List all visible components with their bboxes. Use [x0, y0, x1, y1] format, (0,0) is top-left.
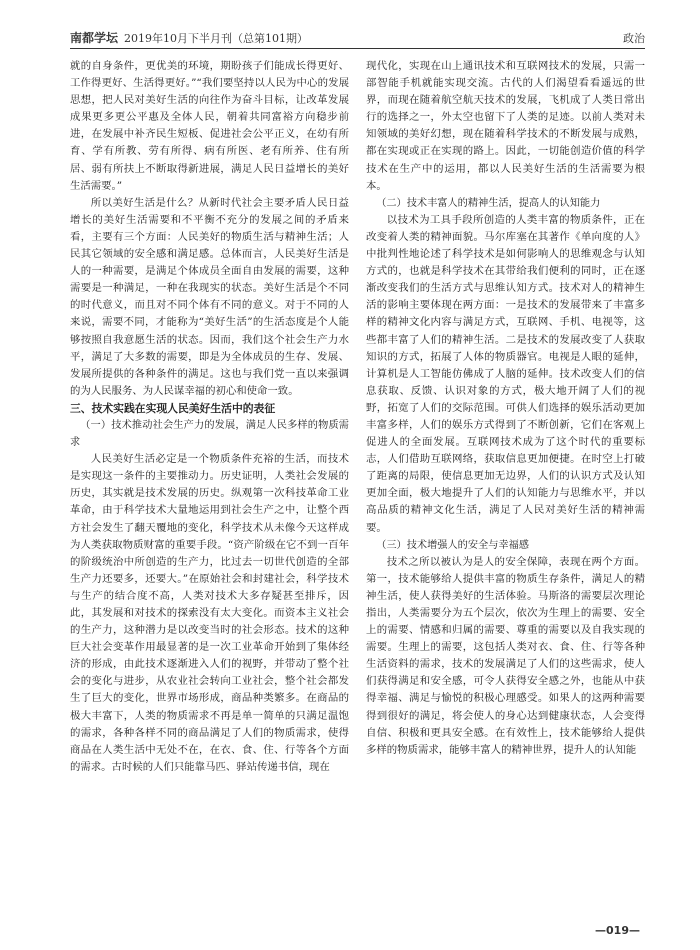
paragraph: 人民美好生活必定是一个物质条件充裕的生活，而技术是实现这一条件的主要推动力。历史证明，人类社会发展的历史，其实就是技术发展的历史。纵观第一次科技革命工业革命，由于科学技术大量地运用到社会生产之中，让整个西方社会发生了翻天覆地的变化，科学技术从未像今天这样成为人类获取物质财富的重要手段。“资产阶级在它不到一百年的阶级统治中所创造的生产力，比过去一切世代创造的全部生产力还要多，还要大。”在原始社会和封建社会，科学技术与生产的结合度不高，人类对技术大多存疑甚至排斥，因此，其发展和对技术的探索没有太大变化。而资本主义社会的生产力，这种潜力是以改变当时的社会形态。技术的这种巨大社会变革作用最显著的是一次工业革命开始到了集体经济的形成，由此技术逐渐进入人们的视野，并带动了整个社会的变化与进步，从农业社会转向工业社会，整个社会都发生了巨大的变化，世界市场形成，商品种类繁多。在商品的极大丰富下，人类的物质需求不再是单一简单的只满足温饱的需求，各种各样不同的商品满足了人们的物质需求，使得商品在人类生活中无处不在，在衣、食、住、行等各个方面的需求。古时候的人们只能靠马匹、驿站传递书信，现在: [70, 453, 349, 773]
subsection-heading: （三）技术增强人的安全与幸福感: [376, 539, 529, 551]
issue-info: 2019年10月下半月刊（总第101期）: [124, 32, 309, 45]
section-heading: 三、技术实践在实现人民美好生活中的表征: [70, 401, 276, 415]
left-column: [70, 58, 349, 916]
right-column: [366, 58, 645, 916]
journal-name: 南都学坛: [70, 31, 119, 45]
page-number: —019—: [595, 924, 640, 937]
running-header: [70, 26, 645, 46]
paragraph: 就的自身条件，更优美的环境，期盼孩子们能成长得更好、工作得更好、生活得更好。”“我们要坚持以人民为中心的发展思想，把人民对美好生活的向往作为奋斗目标，让改革发展成果更多更公平惠及全体人民，朝着共同富裕方向稳步前进，在发展中补齐民生短板、促进社会公平正义，在幼有所育、学有所教、劳有所得、病有所医、老有所养、住有所居、弱有所扶上不断取得新进展，满足人民日益增长的美好生活需要。”: [70, 60, 349, 192]
subsection-heading: （二）技术丰富人的精神生活，提高人的认知能力: [376, 197, 601, 209]
header-rule: [70, 48, 645, 49]
paragraph: 现代化，实现在山上通讯技术和互联网技术的发展，只需一部智能手机就能实现交流。古代的人们渴望看看遥远的世界，而现在随着航空航天技术的发展，飞机成了人类日常出行的选择之一，外太空也留下了人类的足迹。以前人类对未知领域的美好幻想，现在随着科学技术的不断发展与成熟，都在实现或正在实现的路上。因此，一切能创造价值的科学技术在生产中的运用，都以人民美好生活的生活需要为根本。: [366, 60, 645, 192]
paragraph: 所以美好生活是什么？从新时代社会主要矛盾人民日益增长的美好生活需要和不平衡不充分的发展之间的矛盾来看，主要有三个方面：人民美好的物质生活与精神生活；人民其它领域的安全感和满足感。总体而言，人民美好生活是人的一种需要，是满足个体成员全面自由发展的需要，这种需要是一种满足，一种在我现实的状态。美好生活是个不同的时代意义，而且对不同个体有不同的意义。对于不同的人来说，需要不同，才能称为“美好生活”的生活态度是个人能够按照自我意愿生活的状态。因而，我们这个社会生产力水平，满足了大多数的需要，即是为全体成员的生存、发展、发展所提供的各种条件的满足。这也与我们党一直以来强调的为人民服务、为人民谋幸福的初心和使命一致。: [70, 196, 349, 397]
paragraph: 以技术为工具手段所创造的人类丰富的物质条件，正在改变着人类的精神面貌。马尔库塞在其著作《单向度的人》中批判性地论述了科学技术是如何影响人的思维观念与认知方式的，也就是科学技术在其带给我们便利的同时，正在逐渐改变我们的生活方式与思维认知方式。技术对人的精神生活的影响主要体现在两方面：一是技术的发展带来了丰富多样的精神文化内容与满足方式，互联网、手机、电视等，这些都丰富了人们的精神生活。二是技术的发展改变了人获取知识的方式，拓展了人体的物质器官。电视是人眼的延伸，计算机是人工智能仿佛成了人脑的延伸。技术改变人们的信息获取、反馈、认识对象的方式，极大地开阔了人们的视野，拓宽了人们的交际范围。可供人们选择的娱乐活动更加丰富多样，人们的娱乐方式得到了不断创新，它们在客观上促进人的全面发展。互联网技术成为了这个时代的重要标志，人们借助互联网络，获取信息更加便捷。在时空上打破了距离的局限，使信息更加无边界，人们的认识方式及认知更加全面，极大地提升了人们的认知能力与思维水平，并以高品质的精神文化生活，满足了人民对美好生活的精神需要。: [366, 213, 645, 534]
paragraph: 技术之所以被认为是人的安全保障，表现在两个方面。第一，技术能够给人提供丰富的物质生存条件，满足人的精神生活，使人获得美好的生活体验。马斯洛的需要层次理论指出，人类需要分为五个层次，依次为生理上的需要、安全上的需要、情感和归属的需要、尊重的需要以及自我实现的需要。生理上的需要，这包括人类对衣、食、住、行等各种生活资料的需求，技术的发展满足了人们的这些需求，使人们获得满足和安全感，可令人获得安全感之外，也能从中获得幸福、满足与愉悦的积极心理感受。如果人的这两种需要得到很好的满足，将会使人的身心达到健康状态，人会变得自信、积极和更具安全感。在有效性上，技术能够给人提供多样的物质需求，能够丰富人的精神世界，提升人的认知能: [366, 555, 645, 756]
section-name: 政治: [623, 32, 645, 45]
header-left: [70, 29, 308, 46]
subsection-heading: （一）技术推动社会生产力的发展，满足人民多样的物质需求: [70, 419, 349, 449]
